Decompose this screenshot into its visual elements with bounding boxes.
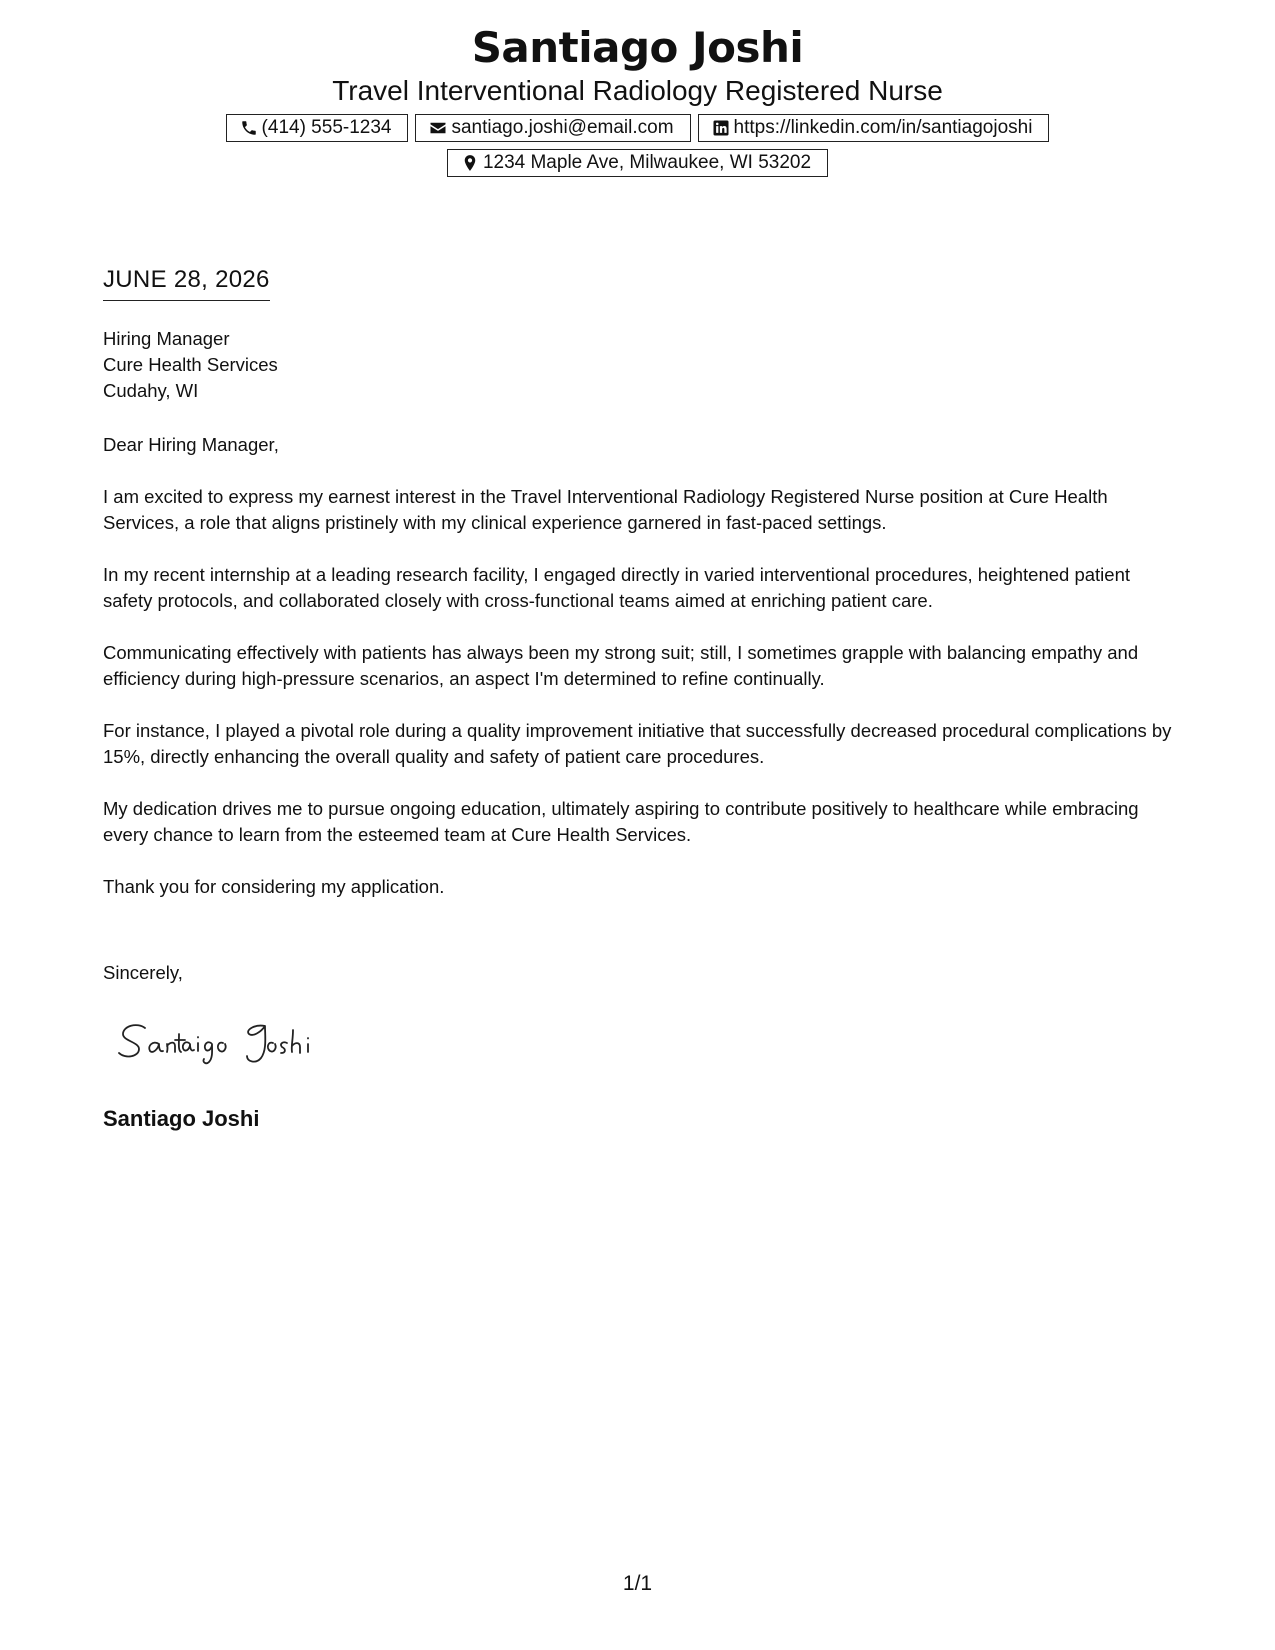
job-title: Travel Interventional Radiology Registered Nurse [332, 75, 943, 106]
salutation: Dear Hiring Manager, [103, 434, 279, 455]
body-paragraph: My dedication drives me to pursue ongoing education, ultimately aspiring to contribute positively to healthcare while embracing every chance to learn from the esteemed team at Cure Health Services. [103, 798, 1139, 845]
address-chip[interactable] [447, 149, 828, 177]
linkedin-icon [712, 119, 730, 137]
handwritten-signature [115, 1010, 375, 1074]
contact-row [0, 114, 1275, 142]
letter-body [103, 432, 1183, 926]
recipient-name: Hiring Manager [103, 328, 230, 349]
applicant-name: Santiago Joshi [471, 23, 804, 72]
body-paragraph: I am excited to express my earnest interest in the Travel Interventional Radiology Registered Nurse position at Cure Health Services, a role that aligns pristinely with my clinical experience garnered in fast-paced settings. [103, 486, 1108, 533]
email-text: santiago.joshi@email.com [451, 117, 674, 138]
body-paragraph: For instance, I played a pivotal role during a quality improvement initiative that successfully decreased procedural complications by 15%, directly enhancing the overall quality and safety of patient care procedures. [103, 720, 1172, 767]
body-paragraph: Thank you for considering my application. [103, 876, 445, 897]
email-chip[interactable] [415, 114, 690, 142]
envelope-icon [429, 119, 447, 137]
body-paragraph: Communicating effectively with patients has always been my strong suit; still, I sometimes grapple with balancing empathy and efficiency during high-pressure scenarios, an aspect I'm determined to refine continually. [103, 642, 1139, 689]
linkedin-text: https://linkedin.com/in/santiagojoshi [733, 117, 1033, 138]
recipient-location: Cudahy, WI [103, 380, 199, 401]
letter-header [0, 22, 1275, 177]
body-paragraph: In my recent internship at a leading research facility, I engaged directly in varied interventional procedures, heightened patient safety protocols, and collaborated closely with cross-functional teams aimed at enriching patient care. [103, 564, 1131, 611]
letter-date: JUNE 28, 2026 [103, 266, 270, 301]
phone-chip[interactable] [226, 114, 409, 142]
phone-text: (414) 555-1234 [261, 117, 392, 138]
signer-name: Santiago Joshi [103, 1106, 260, 1131]
address-text: 1234 Maple Ave, Milwaukee, WI 53202 [482, 152, 812, 173]
map-marker-icon [461, 154, 479, 172]
phone-icon [240, 119, 258, 137]
linkedin-chip[interactable] [698, 114, 1050, 142]
contact-row-2 [0, 149, 1275, 177]
recipient-company: Cure Health Services [103, 354, 278, 375]
recipient-block [103, 326, 278, 404]
page-indicator: 1/1 [622, 1572, 653, 1595]
closing-text: Sincerely, [103, 962, 183, 983]
